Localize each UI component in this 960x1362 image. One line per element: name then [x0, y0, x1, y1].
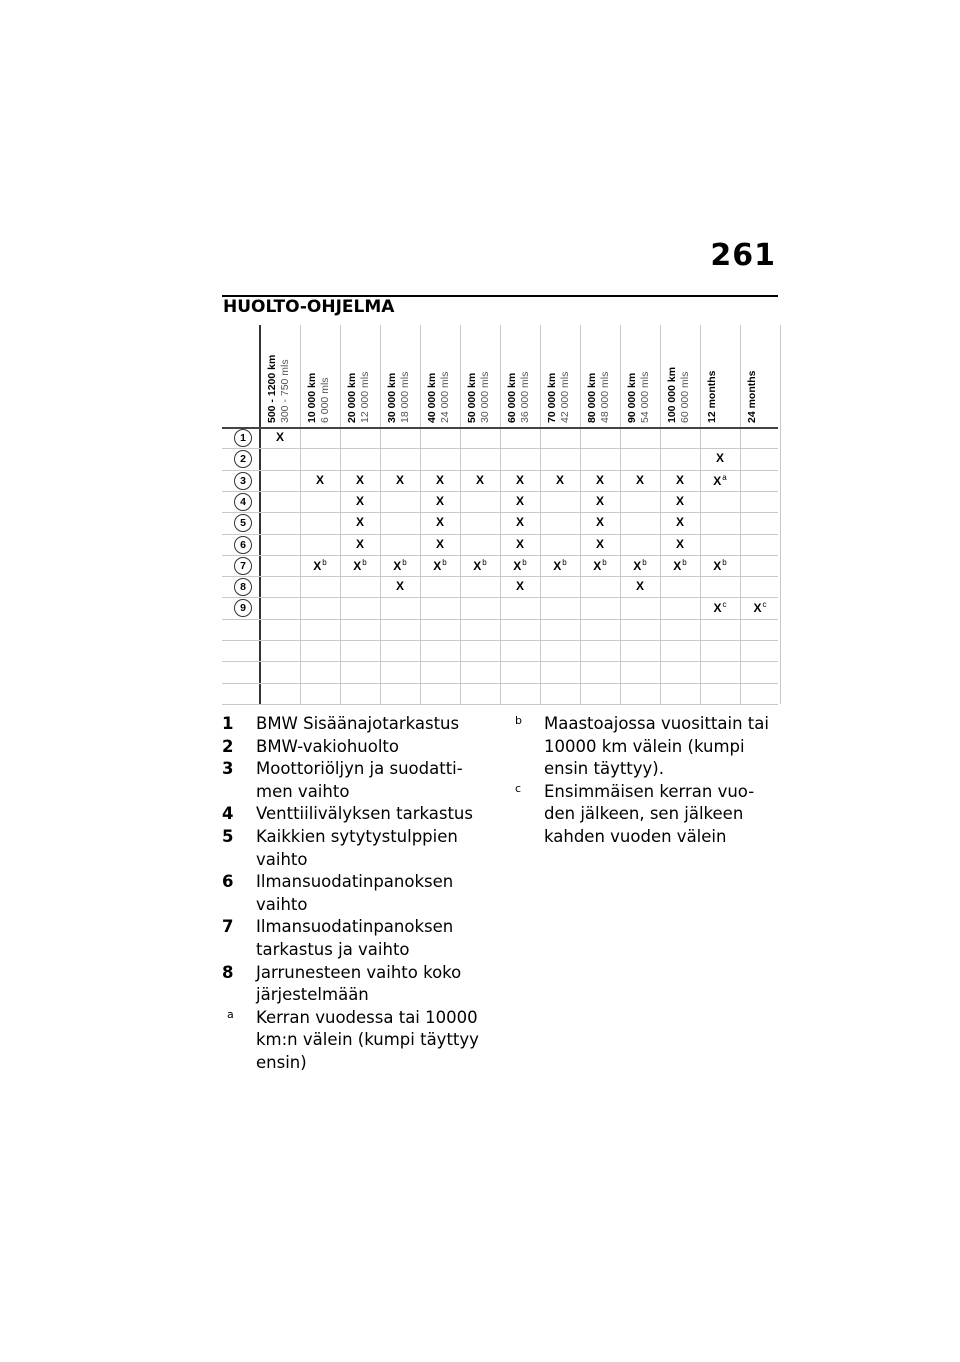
- column-divider: [540, 325, 541, 704]
- schedule-mark: $X^b$: [713, 557, 727, 573]
- footnote-marker: b: [402, 557, 407, 567]
- schedule-mark: X: [355, 472, 364, 487]
- row-number-badge: 6: [234, 536, 252, 554]
- column-header-km: 10 000 km: [306, 372, 318, 423]
- legend-text: Venttiilivälyksen tarkastus: [256, 804, 473, 824]
- legend-entry: [222, 871, 492, 916]
- legend-right: [510, 713, 780, 849]
- schedule-mark: $X^c$: [713, 600, 727, 616]
- footnote-marker: b: [722, 557, 727, 567]
- schedule-mark: X: [675, 536, 684, 551]
- schedule-mark: X: [715, 451, 724, 466]
- column-header: [586, 323, 618, 423]
- legend-number: 3: [222, 759, 234, 779]
- legend-number: 7: [222, 917, 234, 937]
- column-header: [306, 323, 338, 423]
- legend-entry: [222, 826, 492, 871]
- schedule-mark: $X^b$: [473, 557, 487, 573]
- column-header: [346, 323, 378, 423]
- row-number-badge: 2: [234, 450, 252, 468]
- column-divider: [460, 325, 461, 704]
- row-divider: [222, 512, 778, 513]
- page-number: 261: [710, 238, 776, 273]
- schedule-mark: X: [555, 472, 564, 487]
- schedule-mark: $X^b$: [393, 557, 407, 573]
- row-number-badge: 3: [234, 472, 252, 490]
- maintenance-schedule-table: [222, 325, 778, 705]
- row-divider: [222, 704, 778, 705]
- column-header-km: 20 000 km: [346, 372, 358, 423]
- footnote-marker: b: [562, 557, 567, 567]
- schedule-mark: X: [355, 536, 364, 551]
- legend-text: BMW Sisäänajotarkastus: [256, 714, 460, 733]
- legend-entry: [222, 803, 492, 826]
- footnote-marker: b: [362, 557, 367, 567]
- column-header-km: 50 000 km: [466, 372, 478, 423]
- column-header: [706, 323, 738, 423]
- schedule-mark: $X^b$: [673, 557, 687, 573]
- row-divider: [222, 491, 778, 492]
- footnote-marker: b: [322, 557, 327, 567]
- legend-text: Kerran vuodessa tai 10000 km:n välein (kumpi täyttyy ensin): [256, 1007, 479, 1072]
- legend-text: Kaikkien sytytystulppien vaihto: [256, 826, 458, 869]
- column-header-mls: 24 000 mls: [439, 371, 451, 423]
- schedule-mark: X: [435, 515, 444, 530]
- column-header-mls: 36 000 mls: [519, 371, 531, 423]
- footnote-letter: a: [227, 1007, 234, 1021]
- schedule-mark: $X^b$: [553, 557, 567, 573]
- column-divider: [780, 325, 781, 704]
- schedule-mark: X: [395, 579, 404, 594]
- legend-text: Jarrunesteen vaihto koko järjestelmään: [256, 962, 462, 1005]
- legend-entry: [222, 1007, 492, 1075]
- column-header: [666, 323, 698, 423]
- footnote-marker: a: [722, 472, 727, 482]
- column-header: [626, 323, 658, 423]
- schedule-mark: X: [515, 579, 524, 594]
- column-header: [266, 323, 298, 423]
- schedule-mark: X: [675, 472, 684, 487]
- footnote-letter: c: [515, 781, 522, 795]
- footnote-marker: b: [442, 557, 447, 567]
- row-divider: [222, 555, 778, 556]
- column-header-km: 60 000 km: [506, 372, 518, 423]
- column-header-mls: 30 000 mls: [479, 371, 491, 423]
- row-number-badge: 5: [234, 514, 252, 532]
- schedule-mark: $X^b$: [313, 557, 327, 573]
- schedule-mark: $X^a$: [713, 472, 727, 488]
- column-header-mls: 18 000 mls: [399, 371, 411, 423]
- legend-number: 4: [222, 804, 234, 824]
- legend-number: 2: [222, 736, 234, 756]
- legend-text: Moottoriöljyn ja suodatti-men vaihto: [256, 759, 463, 801]
- row-number-badge: 1: [234, 429, 252, 447]
- column-divider: [620, 325, 621, 704]
- schedule-mark: $X^b$: [633, 557, 647, 573]
- column-header-mls: 12 000 mls: [359, 371, 371, 423]
- legend-entry: [510, 781, 780, 849]
- legend-entry: [222, 736, 492, 759]
- schedule-mark: X: [635, 579, 644, 594]
- column-header-mls: 48 000 mls: [599, 371, 611, 423]
- schedule-mark: X: [475, 472, 484, 487]
- row-divider: [222, 683, 778, 684]
- schedule-mark: X: [275, 430, 284, 444]
- legend-text: BMW-vakiohuolto: [256, 736, 399, 756]
- row-number-badge: 7: [234, 557, 252, 575]
- schedule-mark: X: [395, 472, 404, 487]
- row-divider: [222, 448, 778, 449]
- schedule-mark: X: [595, 536, 604, 551]
- column-divider: [700, 325, 701, 704]
- row-divider: [222, 661, 778, 662]
- schedule-mark: X: [595, 472, 604, 487]
- column-header-mls: 300 - 750 mls: [279, 359, 291, 423]
- footnote-marker: c: [762, 600, 767, 610]
- column-header-mls: 42 000 mls: [559, 371, 571, 423]
- column-divider: [300, 325, 301, 704]
- column-header: [546, 323, 578, 423]
- column-divider: [380, 325, 381, 704]
- schedule-mark: X: [515, 536, 524, 551]
- column-header: [426, 323, 458, 423]
- footnote-marker: b: [482, 557, 487, 567]
- footnote-marker: c: [722, 600, 727, 610]
- section-title: HUOLTO-OHJELMA: [223, 297, 395, 317]
- row-divider: [222, 619, 778, 620]
- schedule-mark: X: [515, 515, 524, 530]
- schedule-mark: $X^b$: [433, 557, 447, 573]
- schedule-mark: X: [435, 472, 444, 487]
- schedule-mark: $X^c$: [753, 600, 767, 616]
- schedule-mark: X: [675, 515, 684, 530]
- column-header-km: 90 000 km: [626, 372, 638, 423]
- column-header-km: 12 months: [706, 370, 718, 423]
- legend-entry: [510, 713, 780, 781]
- row-divider: [222, 470, 778, 471]
- schedule-mark: X: [635, 472, 644, 487]
- schedule-mark: $X^b$: [353, 557, 367, 573]
- column-header: [386, 323, 418, 423]
- column-header: [746, 323, 778, 423]
- row-divider: [222, 597, 778, 598]
- legend-text: Ensimmäisen kerran vuo-den jälkeen, sen jälkeen kahden vuoden välein: [544, 781, 755, 846]
- schedule-mark: $X^b$: [513, 557, 527, 573]
- legend-number: 5: [222, 826, 234, 846]
- column-header-km: 40 000 km: [426, 372, 438, 423]
- schedule-mark: X: [315, 472, 324, 487]
- column-header-km: 80 000 km: [586, 372, 598, 423]
- legend-entry: [222, 713, 492, 736]
- schedule-mark: X: [515, 493, 524, 508]
- footnote-marker: b: [682, 557, 687, 567]
- legend-text: Ilmansuodatinpanoksen vaihto: [256, 872, 454, 914]
- column-header-mls: 54 000 mls: [639, 371, 651, 423]
- schedule-mark: X: [675, 493, 684, 508]
- column-header-km: 24 months: [746, 370, 758, 423]
- column-header: [506, 323, 538, 423]
- column-header-mls: 60 000 mls: [679, 371, 691, 423]
- row-number-badge: 4: [234, 493, 252, 511]
- column-divider: [740, 325, 741, 704]
- schedule-mark: $X^b$: [593, 557, 607, 573]
- row-divider: [222, 427, 778, 429]
- legend-entry: [222, 758, 492, 803]
- column-header: [466, 323, 498, 423]
- schedule-mark: X: [435, 493, 444, 508]
- schedule-mark: X: [355, 515, 364, 530]
- column-header-km: 100 000 km: [666, 366, 678, 423]
- legend-left: [222, 713, 492, 1075]
- legend-number: 6: [222, 872, 234, 892]
- footnote-marker: b: [602, 557, 607, 567]
- legend-entry: [222, 916, 492, 961]
- legend-text: Ilmansuodatinpanoksen tarkastus ja vaihto: [256, 917, 454, 959]
- column-header-mls: 6 000 mls: [319, 377, 331, 423]
- row-number-badge: 8: [234, 578, 252, 596]
- column-divider: [259, 325, 261, 704]
- column-header-km: 500 - 1200 km: [266, 354, 278, 423]
- legend-number: 8: [222, 962, 234, 982]
- row-number-badge: 9: [234, 599, 252, 617]
- legend-number: 1: [222, 714, 234, 733]
- schedule-mark: X: [515, 472, 524, 487]
- row-divider: [222, 534, 778, 535]
- schedule-mark: X: [355, 493, 364, 508]
- legend-entry: [222, 962, 492, 1007]
- schedule-mark: X: [595, 493, 604, 508]
- footnote-marker: b: [522, 557, 527, 567]
- schedule-mark: X: [435, 536, 444, 551]
- footnote-letter: b: [515, 714, 522, 727]
- column-header-km: 70 000 km: [546, 372, 558, 423]
- row-divider: [222, 576, 778, 577]
- legend-text: Maastoajossa vuosittain tai 10000 km välein (kumpi ensin täyttyy).: [544, 714, 769, 779]
- footnote-marker: b: [642, 557, 647, 567]
- column-header-km: 30 000 km: [386, 372, 398, 423]
- schedule-mark: X: [595, 515, 604, 530]
- row-divider: [222, 640, 778, 641]
